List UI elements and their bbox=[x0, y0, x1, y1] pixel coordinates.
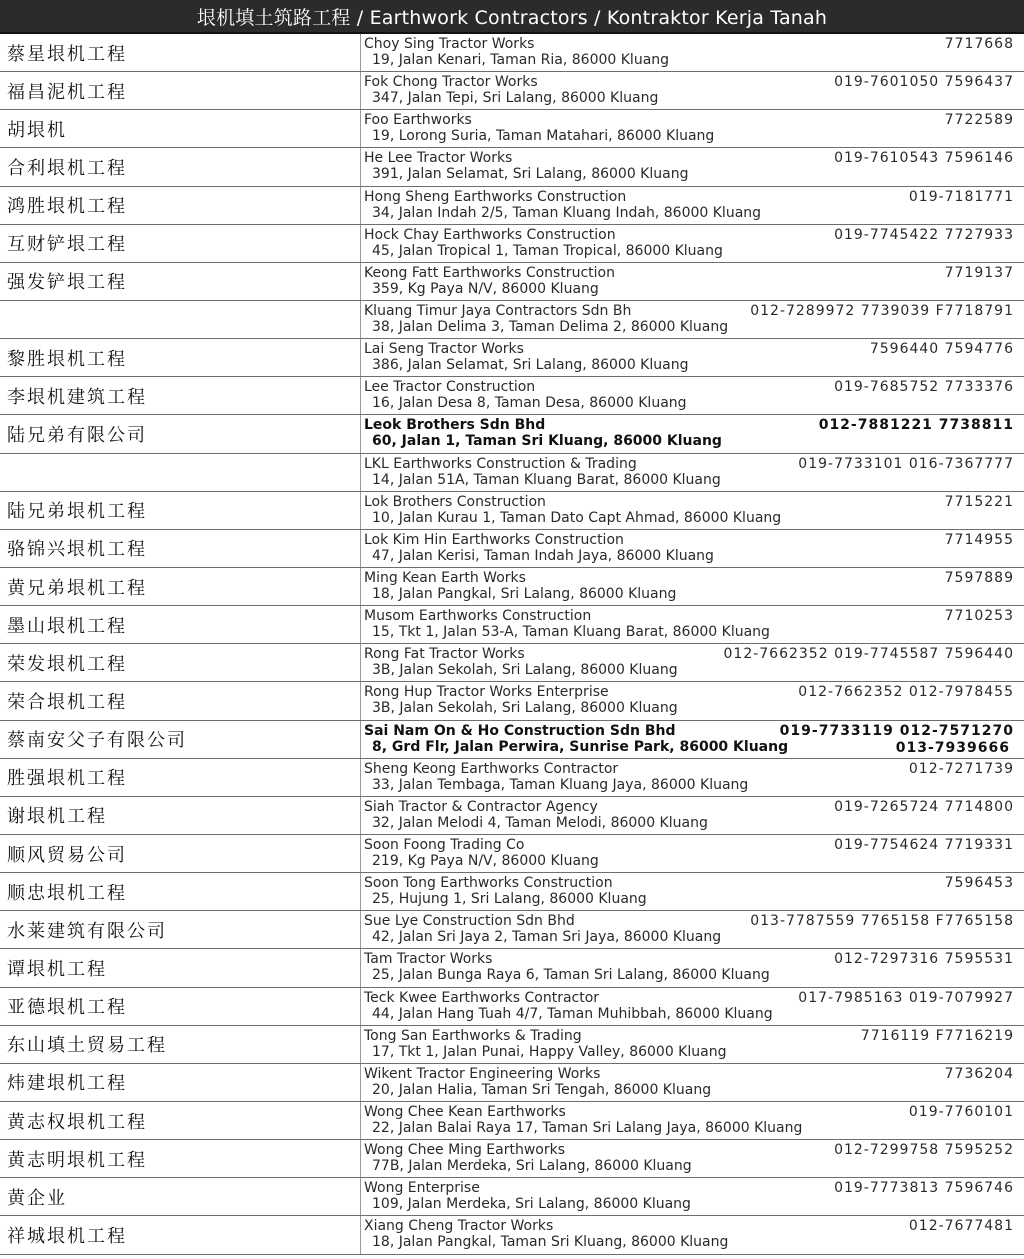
column-divider bbox=[360, 721, 361, 758]
company-name: Foo Earthworks bbox=[364, 112, 472, 129]
column-divider bbox=[360, 377, 361, 414]
company-address: 32, Jalan Melodi 4, Taman Melodi, 86000 Kluang bbox=[372, 814, 708, 831]
phone-numbers: 019-7733119 012-7571270 bbox=[779, 722, 1014, 739]
company-name: Leok Brothers Sdn Bhd bbox=[364, 417, 546, 434]
chinese-name: 强发铲垠工程 bbox=[7, 272, 127, 294]
list-item bbox=[0, 72, 1024, 110]
chinese-name: 黄志明垠机工程 bbox=[7, 1149, 147, 1171]
section-title: 垠机填土筑路工程 / Earthwork Contractors / Kontraktor Kerja Tanah bbox=[196, 6, 828, 29]
company-address: 359, Kg Paya N/V, 86000 Kluang bbox=[372, 280, 599, 297]
company-address: 219, Kg Paya N/V, 86000 Kluang bbox=[372, 852, 599, 869]
company-name: Lok Brothers Construction bbox=[364, 493, 546, 510]
column-divider bbox=[360, 1216, 361, 1253]
company-address: 391, Jalan Selamat, Sri Lalang, 86000 Kluang bbox=[372, 166, 689, 183]
column-divider bbox=[360, 835, 361, 872]
chinese-name: 黄兄弟垠机工程 bbox=[7, 577, 147, 599]
chinese-name: 合利垠机工程 bbox=[7, 157, 127, 179]
list-item bbox=[0, 339, 1024, 377]
list-item bbox=[0, 1216, 1024, 1254]
phone-numbers: 012-7881221 7738811 bbox=[818, 417, 1014, 434]
chinese-name: 胡垠机 bbox=[7, 119, 67, 141]
chinese-name: 黎胜垠机工程 bbox=[7, 348, 127, 370]
chinese-name: 鸿胜垠机工程 bbox=[7, 196, 127, 218]
column-divider bbox=[360, 1026, 361, 1063]
company-name: Choy Sing Tractor Works bbox=[364, 36, 535, 52]
company-name: Wong Chee Ming Earthworks bbox=[364, 1142, 566, 1159]
phone-numbers: 019-7773813 7596746 bbox=[834, 1180, 1014, 1197]
company-name: Soon Tong Earthworks Construction bbox=[364, 875, 613, 892]
phone-numbers: 7710253 bbox=[944, 608, 1014, 625]
company-address: 20, Jalan Halia, Taman Sri Tengah, 86000 Kluang bbox=[372, 1081, 712, 1098]
company-info bbox=[364, 532, 1014, 564]
list-item bbox=[0, 606, 1024, 644]
list-item bbox=[0, 911, 1024, 949]
chinese-name: 福昌泥机工程 bbox=[7, 81, 127, 103]
company-address: 16, Jalan Desa 8, Taman Desa, 86000 Kluang bbox=[372, 395, 687, 412]
phone-numbers: 012-7271739 bbox=[908, 760, 1014, 777]
company-address: 34, Jalan Indah 2/5, Taman Kluang Indah, 86000 Kluang bbox=[372, 204, 762, 221]
list-item bbox=[0, 568, 1024, 606]
phone-numbers: 012-7297316 7595531 bbox=[834, 951, 1014, 968]
column-divider bbox=[360, 339, 361, 376]
phone-numbers: 019-7745422 7727933 bbox=[834, 226, 1014, 243]
company-info bbox=[364, 875, 1014, 907]
company-name: He Lee Tractor Works bbox=[364, 150, 513, 167]
list-item bbox=[0, 1178, 1024, 1216]
phone-numbers: 019-7601050 7596437 bbox=[834, 74, 1014, 91]
company-name: Sai Nam On & Ho Construction Sdn Bhd bbox=[364, 722, 676, 739]
company-address: 3B, Jalan Sekolah, Sri Lalang, 86000 Kluang bbox=[372, 700, 678, 717]
column-divider bbox=[360, 759, 361, 796]
company-info bbox=[364, 36, 1014, 68]
company-address: 109, Jalan Merdeka, Sri Lalang, 86000 Kluang bbox=[372, 1196, 691, 1213]
company-name: Lai Seng Tractor Works bbox=[364, 341, 524, 358]
phone-numbers: 012-7662352 019-7745587 7596440 bbox=[723, 646, 1014, 663]
list-item bbox=[0, 1064, 1024, 1102]
phone-numbers: 7715221 bbox=[944, 493, 1014, 510]
company-name: Sheng Keong Earthworks Contractor bbox=[364, 760, 619, 777]
company-address: 25, Hujung 1, Sri Lalang, 86000 Kluang bbox=[372, 891, 647, 908]
list-item bbox=[0, 377, 1024, 415]
column-divider bbox=[360, 1140, 361, 1177]
list-item bbox=[0, 148, 1024, 186]
column-divider bbox=[360, 263, 361, 300]
phone-numbers: 017-7985163 019-7079927 bbox=[798, 989, 1014, 1006]
column-divider bbox=[360, 187, 361, 224]
list-item bbox=[0, 644, 1024, 682]
company-name: Ming Kean Earth Works bbox=[364, 569, 526, 586]
company-name: Fok Chong Tractor Works bbox=[364, 74, 538, 91]
column-divider bbox=[360, 873, 361, 910]
chinese-name: 蔡星垠机工程 bbox=[7, 43, 127, 65]
chinese-name: 李垠机建筑工程 bbox=[7, 386, 147, 408]
phone-numbers: 012-7677481 bbox=[908, 1218, 1014, 1235]
chinese-name: 荣发垠机工程 bbox=[7, 653, 127, 675]
column-divider bbox=[360, 72, 361, 109]
phone-numbers: 7597889 bbox=[944, 569, 1014, 586]
company-address: 3B, Jalan Sekolah, Sri Lalang, 86000 Kluang bbox=[372, 662, 678, 679]
phone-numbers: 019-7265724 7714800 bbox=[834, 798, 1014, 815]
company-name: Sue Lye Construction Sdn Bhd bbox=[364, 913, 575, 930]
list-item bbox=[0, 988, 1024, 1026]
list-item bbox=[0, 1026, 1024, 1064]
list-item bbox=[0, 34, 1024, 72]
phone-numbers-extra: 013-7939666 bbox=[895, 739, 1010, 756]
list-item bbox=[0, 1102, 1024, 1140]
column-divider bbox=[360, 606, 361, 643]
list-item bbox=[0, 530, 1024, 568]
column-divider bbox=[360, 644, 361, 681]
company-name: Wong Chee Kean Earthworks bbox=[364, 1103, 566, 1120]
chinese-name: 陆兄弟有限公司 bbox=[7, 424, 147, 446]
column-divider bbox=[360, 988, 361, 1025]
company-address: 19, Jalan Kenari, Taman Ria, 86000 Kluang bbox=[372, 52, 670, 68]
company-info bbox=[364, 112, 1014, 144]
company-name: Rong Hup Tractor Works Enterprise bbox=[364, 684, 609, 701]
column-divider bbox=[360, 110, 361, 147]
column-divider bbox=[360, 911, 361, 948]
company-name: Wong Enterprise bbox=[364, 1180, 480, 1197]
company-address: 15, Tkt 1, Jalan 53-A, Taman Kluang Barat, 86000 Kluang bbox=[372, 624, 770, 641]
phone-numbers: 019-7181771 bbox=[908, 188, 1014, 205]
list-item bbox=[0, 759, 1024, 797]
chinese-name: 黄志权垠机工程 bbox=[7, 1111, 147, 1133]
company-address: 25, Jalan Bunga Raya 6, Taman Sri Lalang, 86000 Kluang bbox=[372, 967, 770, 984]
column-divider bbox=[360, 1178, 361, 1215]
company-address: 42, Jalan Sri Jaya 2, Taman Sri Jaya, 86000 Kluang bbox=[372, 929, 722, 946]
company-name: Lok Kim Hin Earthworks Construction bbox=[364, 531, 624, 548]
phone-numbers: 012-7299758 7595252 bbox=[834, 1142, 1014, 1159]
list-item bbox=[0, 225, 1024, 263]
column-divider bbox=[360, 415, 361, 452]
company-name: Rong Fat Tractor Works bbox=[364, 646, 525, 663]
phone-numbers: 7736204 bbox=[944, 1065, 1014, 1082]
company-info bbox=[364, 1066, 1014, 1098]
phone-numbers: 019-7760101 bbox=[908, 1103, 1014, 1120]
company-address: 14, Jalan 51A, Taman Kluang Barat, 86000 Kluang bbox=[372, 471, 721, 488]
list-item bbox=[0, 454, 1024, 492]
chinese-name: 东山填土贸易工程 bbox=[7, 1035, 167, 1057]
company-name: Wikent Tractor Engineering Works bbox=[364, 1065, 601, 1082]
chinese-name: 胜强垠机工程 bbox=[7, 768, 127, 790]
company-name: Tong San Earthworks & Trading bbox=[364, 1027, 582, 1044]
column-divider bbox=[360, 530, 361, 567]
chinese-name: 亚德垠机工程 bbox=[7, 997, 127, 1019]
chinese-name: 顺风贸易公司 bbox=[7, 844, 127, 866]
company-name: Siah Tractor & Contractor Agency bbox=[364, 798, 598, 815]
company-name: Teck Kwee Earthworks Contractor bbox=[364, 989, 600, 1006]
column-divider bbox=[360, 492, 361, 529]
phone-numbers: 013-7787559 7765158 F7765158 bbox=[750, 913, 1014, 930]
company-address: 44, Jalan Hang Tuah 4/7, Taman Muhibbah, 86000 Kluang bbox=[372, 1005, 773, 1022]
column-divider bbox=[360, 949, 361, 986]
company-name: Xiang Cheng Tractor Works bbox=[364, 1218, 554, 1235]
company-address: 10, Jalan Kurau 1, Taman Dato Capt Ahmad, 86000 Kluang bbox=[372, 509, 782, 526]
company-name: Lee Tractor Construction bbox=[364, 379, 536, 396]
list-item bbox=[0, 301, 1024, 339]
chinese-name: 荣合垠机工程 bbox=[7, 691, 127, 713]
phone-numbers: 7722589 bbox=[944, 112, 1014, 129]
company-name: Tam Tractor Works bbox=[364, 951, 493, 968]
phone-numbers: 012-7289972 7739039 F7718791 bbox=[750, 302, 1014, 319]
company-info bbox=[364, 608, 1014, 640]
column-divider bbox=[360, 1064, 361, 1101]
chinese-name: 墨山垠机工程 bbox=[7, 615, 127, 637]
chinese-name: 水莱建筑有限公司 bbox=[7, 920, 167, 942]
company-address: 8, Grd Flr, Jalan Perwira, Sunrise Park, 86000 Kluang bbox=[372, 738, 789, 755]
company-address: 45, Jalan Tropical 1, Taman Tropical, 86000 Kluang bbox=[372, 242, 723, 259]
phone-numbers: 7714955 bbox=[944, 531, 1014, 548]
chinese-name: 骆锦兴垠机工程 bbox=[7, 539, 147, 561]
list-item bbox=[0, 492, 1024, 530]
chinese-name: 顺忠垠机工程 bbox=[7, 882, 127, 904]
column-divider bbox=[360, 1102, 361, 1139]
list-item bbox=[0, 263, 1024, 301]
list-item bbox=[0, 1140, 1024, 1178]
company-info bbox=[364, 494, 1014, 526]
company-address: 33, Jalan Tembaga, Taman Kluang Jaya, 86000 Kluang bbox=[372, 776, 749, 793]
phone-numbers: 012-7662352 012-7978455 bbox=[798, 684, 1014, 701]
phone-numbers: 7719137 bbox=[944, 264, 1014, 281]
column-divider bbox=[360, 34, 361, 71]
phone-numbers: 7717668 bbox=[944, 36, 1014, 52]
list-item bbox=[0, 873, 1024, 911]
column-divider bbox=[360, 682, 361, 719]
phone-numbers: 7716119 F7716219 bbox=[860, 1027, 1014, 1044]
chinese-name: 蔡南安父子有限公司 bbox=[7, 730, 187, 752]
column-divider bbox=[360, 148, 361, 185]
company-address: 347, Jalan Tepi, Sri Lalang, 86000 Kluang bbox=[372, 90, 659, 107]
list-item bbox=[0, 797, 1024, 835]
section-header bbox=[0, 0, 1024, 34]
company-address: 47, Jalan Kerisi, Taman Indah Jaya, 86000 Kluang bbox=[372, 547, 714, 564]
company-name: Musom Earthworks Construction bbox=[364, 608, 592, 625]
list-item bbox=[0, 110, 1024, 148]
company-address: 22, Jalan Balai Raya 17, Taman Sri Lalang Jaya, 86000 Kluang bbox=[372, 1119, 803, 1136]
company-name: LKL Earthworks Construction & Trading bbox=[364, 455, 637, 472]
list-item bbox=[0, 682, 1024, 720]
column-divider bbox=[360, 797, 361, 834]
company-name: Kluang Timur Jaya Contractors Sdn Bh bbox=[364, 302, 632, 319]
list-item bbox=[0, 949, 1024, 987]
company-name: Soon Foong Trading Co bbox=[364, 836, 525, 853]
phone-numbers: 019-7610543 7596146 bbox=[834, 150, 1014, 167]
company-address: 60, Jalan 1, Taman Sri Kluang, 86000 Kluang bbox=[372, 433, 722, 450]
company-address: 77B, Jalan Merdeka, Sri Lalang, 86000 Kluang bbox=[372, 1158, 692, 1175]
chinese-name: 黄企业 bbox=[7, 1187, 67, 1209]
list-item bbox=[0, 187, 1024, 225]
list-item bbox=[0, 835, 1024, 873]
column-divider bbox=[360, 454, 361, 491]
company-address: 17, Tkt 1, Jalan Punai, Happy Valley, 86000 Kluang bbox=[372, 1043, 727, 1060]
list-item bbox=[0, 721, 1024, 759]
column-divider bbox=[360, 568, 361, 605]
chinese-name: 祥城垠机工程 bbox=[7, 1225, 127, 1247]
company-name: Hock Chay Earthworks Construction bbox=[364, 226, 616, 243]
phone-numbers: 019-7733101 016-7367777 bbox=[798, 455, 1014, 472]
company-address: 19, Lorong Suria, Taman Matahari, 86000 Kluang bbox=[372, 128, 715, 145]
company-info bbox=[364, 570, 1014, 602]
company-address: 18, Jalan Pangkal, Sri Lalang, 86000 Kluang bbox=[372, 585, 677, 602]
company-address: 386, Jalan Selamat, Sri Lalang, 86000 Kluang bbox=[372, 357, 689, 374]
list-item bbox=[0, 415, 1024, 453]
company-info bbox=[364, 265, 1014, 297]
chinese-name: 谭垠机工程 bbox=[7, 958, 107, 980]
column-divider bbox=[360, 225, 361, 262]
phone-numbers: 7596453 bbox=[944, 875, 1014, 892]
company-name: Hong Sheng Earthworks Construction bbox=[364, 188, 627, 205]
company-name: Keong Fatt Earthworks Construction bbox=[364, 264, 615, 281]
chinese-name: 谢垠机工程 bbox=[7, 806, 107, 828]
column-divider bbox=[360, 301, 361, 338]
chinese-name: 互财铲垠工程 bbox=[7, 234, 127, 256]
chinese-name: 炜建垠机工程 bbox=[7, 1073, 127, 1095]
company-address: 38, Jalan Delima 3, Taman Delima 2, 86000 Kluang bbox=[372, 318, 729, 335]
chinese-name: 陆兄弟垠机工程 bbox=[7, 501, 147, 523]
company-address: 18, Jalan Pangkal, Taman Sri Kluang, 86000 Kluang bbox=[372, 1234, 729, 1251]
phone-numbers: 019-7754624 7719331 bbox=[834, 836, 1014, 853]
directory-list bbox=[0, 34, 1024, 1255]
phone-numbers: 019-7685752 7733376 bbox=[834, 379, 1014, 396]
phone-numbers: 7596440 7594776 bbox=[869, 341, 1014, 358]
